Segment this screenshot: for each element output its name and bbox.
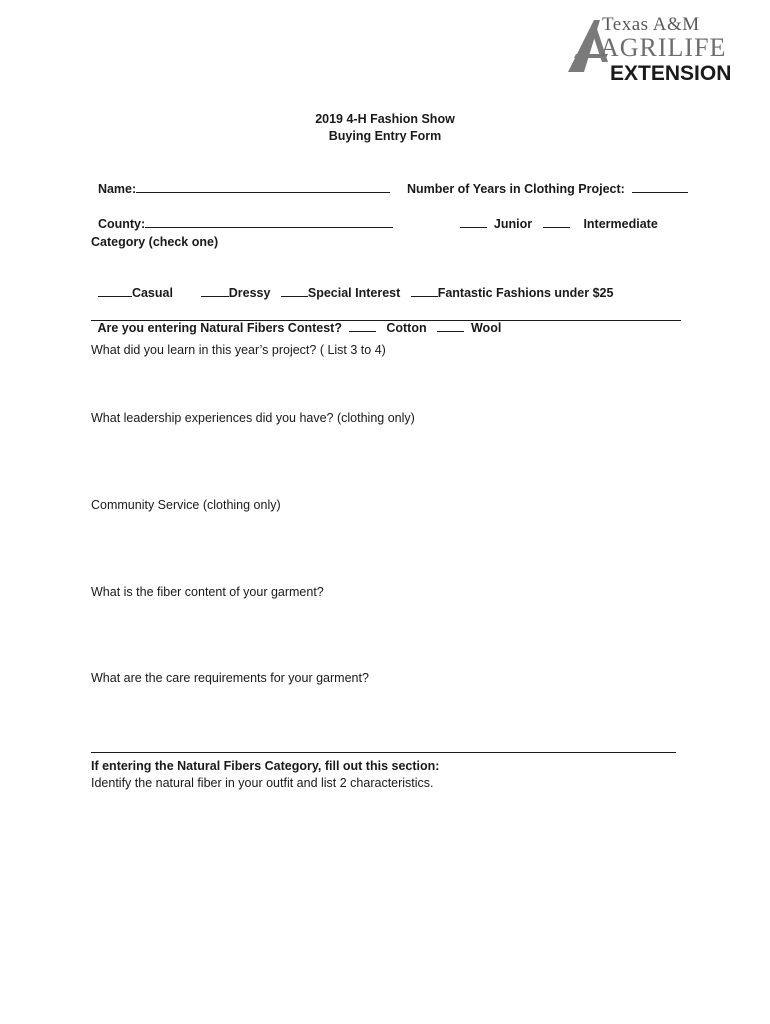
natural-fibers-instruction: Identify the natural fiber in your outfit and list 2 characteristics. bbox=[91, 776, 434, 790]
form-title: 2019 4-H Fashion Show bbox=[315, 112, 455, 126]
section-divider-bottom bbox=[91, 752, 676, 753]
casual-label: Casual bbox=[131, 286, 173, 300]
special-interest-checkbox[interactable] bbox=[281, 284, 308, 297]
logo-line1: Texas A&M bbox=[602, 14, 700, 35]
cotton-label: Cotton bbox=[386, 321, 427, 335]
name-row bbox=[91, 164, 390, 197]
category-options-row bbox=[91, 268, 613, 301]
county-row bbox=[91, 199, 393, 232]
dressy-label: Dressy bbox=[228, 286, 271, 300]
fantastic-fashions-checkbox[interactable] bbox=[411, 284, 438, 297]
name-label: Name: bbox=[97, 182, 137, 196]
question-leadership: What leadership experiences did you have? (clothing only) bbox=[91, 411, 415, 425]
years-row bbox=[400, 164, 688, 197]
question-fiber-content: What is the fiber content of your garment? bbox=[91, 585, 324, 599]
form-subtitle: Buying Entry Form bbox=[328, 129, 442, 143]
logo-line2: AgriLife bbox=[600, 33, 727, 62]
intermediate-label: Intermediate bbox=[583, 217, 658, 231]
section-divider-top bbox=[91, 320, 681, 321]
agrilife-extension-logo bbox=[564, 14, 754, 84]
years-field[interactable] bbox=[632, 180, 688, 193]
category-label: Category (check one) bbox=[91, 235, 219, 249]
county-field[interactable] bbox=[145, 215, 393, 228]
natural-fibers-heading: If entering the Natural Fibers Category, fill out this section: bbox=[91, 759, 440, 773]
special-interest-label: Special Interest bbox=[307, 286, 401, 300]
casual-checkbox[interactable] bbox=[98, 284, 132, 297]
dressy-checkbox[interactable] bbox=[201, 284, 229, 297]
fantastic-fashions-label: Fantastic Fashions under $25 bbox=[437, 286, 614, 300]
question-care-requirements: What are the care requirements for your garment? bbox=[91, 671, 369, 685]
junior-label: Junior bbox=[493, 217, 533, 231]
age-division-row bbox=[453, 199, 658, 232]
question-learned: What did you learn in this year’s project? ( List 3 to 4) bbox=[91, 343, 386, 357]
form-title-block bbox=[0, 111, 770, 145]
wool-label: Wool bbox=[470, 321, 502, 335]
natural-fibers-label: Are you entering Natural Fibers Contest? bbox=[97, 321, 342, 335]
logo-line3: EXTENSION bbox=[610, 62, 732, 84]
intermediate-checkbox[interactable] bbox=[543, 215, 570, 228]
name-field[interactable] bbox=[136, 180, 390, 193]
question-community-service: Community Service (clothing only) bbox=[91, 498, 281, 512]
junior-checkbox[interactable] bbox=[460, 215, 487, 228]
years-label: Number of Years in Clothing Project: bbox=[406, 182, 625, 196]
county-label: County: bbox=[97, 217, 146, 231]
